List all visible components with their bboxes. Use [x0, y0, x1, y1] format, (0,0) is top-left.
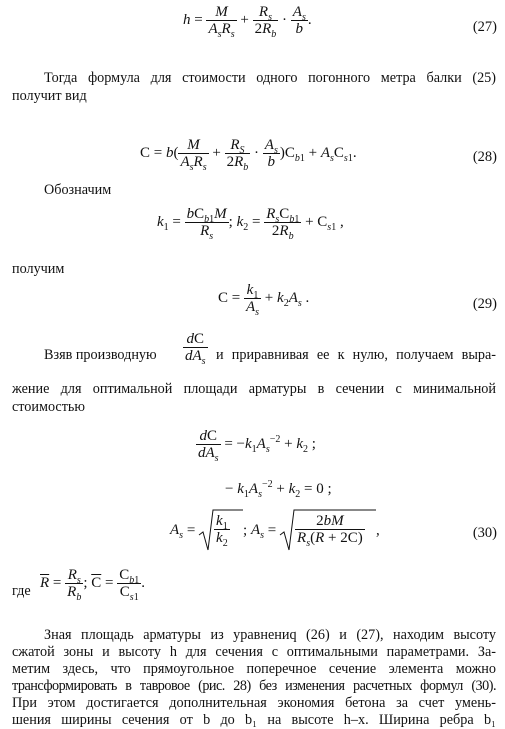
paragraph-line: жение для оптимальной площади арматуры в сечении с минимальной — [12, 381, 496, 397]
paragraph-line: Обозначим — [44, 182, 112, 198]
equation-28: C = b( $\frac{M}{A_sR_s}$ + $\frac{R_S}{2R_b}$ · $\frac{A_s}{b}$ )$C_{b1} + A_sC_{s1}$. — [140, 137, 357, 173]
equation-derivative: $\frac{dC}{dA_s}$ = $-k_1A_s^{-2} + k_2$ ; — [198, 428, 316, 464]
equation-k-definitions: $k_1$ = $\frac{bC_{b1}M}{R_s}$ ; $k_2$ = $\frac{R_sC_{b1}}{2R_b}$ + $C_{s1}$ , — [157, 206, 344, 242]
paragraph-line: стоимостью — [12, 399, 85, 415]
paragraph-line: шения ширины сечения от b до b₁ на высоте h–x. Ширина ребра b₁ — [12, 712, 496, 728]
equation-zero: − $k_1A_s^{-2} + k_2 = 0$ ; — [225, 479, 332, 500]
equation-number-28: (28) — [472, 149, 497, 165]
equation-where: $\overline{R}$ = $\frac{R_s}{R_b}$ ; $\overline{C}$ = $\frac{C_{b1}}{C_{s1}}$ . — [40, 567, 145, 603]
inline-derivative: $\frac{dC}{dA_s}$ — [185, 331, 206, 367]
paragraph-line: трансформировать в тавровое (рис. 28) без изменения расчетных формул (30). — [12, 678, 496, 694]
equation-27: h = $\frac{M}{A_sR_s}$ + $\frac{R_s}{2R_b}$ · $\frac{A_s}{b}$ . — [183, 4, 312, 40]
paragraph-line: метим здесь, что прямоугольное поперечное сечение элемента можно — [12, 661, 496, 677]
paragraph-line: Тогда формула для стоимости одного погонного метра балки (25) — [44, 70, 496, 86]
paragraph-line: При этом достигается дополнительная экономия бетона за счет умень- — [12, 695, 496, 711]
paragraph-line: сжатой зоны и высоту h для сечения с оптимальными параметрами. За- — [12, 644, 496, 660]
paragraph-line: где — [12, 583, 31, 599]
equation-30: $A_s$ = $\frac{k_1}{k_2}$ ; $A_s$ = $\frac{2bM}{R_s(\overline{R} + 2\overline{C})}$ , — [170, 509, 380, 553]
paragraph-line: и приравнивая ее к нулю, получаем выра- — [216, 347, 496, 363]
equation-29: C = $\frac{k_1}{A_s}$ + $k_2A_s$ . — [218, 282, 310, 318]
paragraph-line: Взяв производную — [44, 347, 157, 363]
equation-number-29: (29) — [472, 296, 497, 312]
equation-number-30: (30) — [472, 525, 497, 541]
paragraph-line: получим — [12, 261, 65, 277]
paragraph-line: Зная площадь арматуры из уравнениq (26) и (27), находим высоту — [44, 627, 496, 643]
paragraph-line: получит вид — [12, 88, 87, 104]
equation-number-27: (27) — [472, 19, 497, 35]
